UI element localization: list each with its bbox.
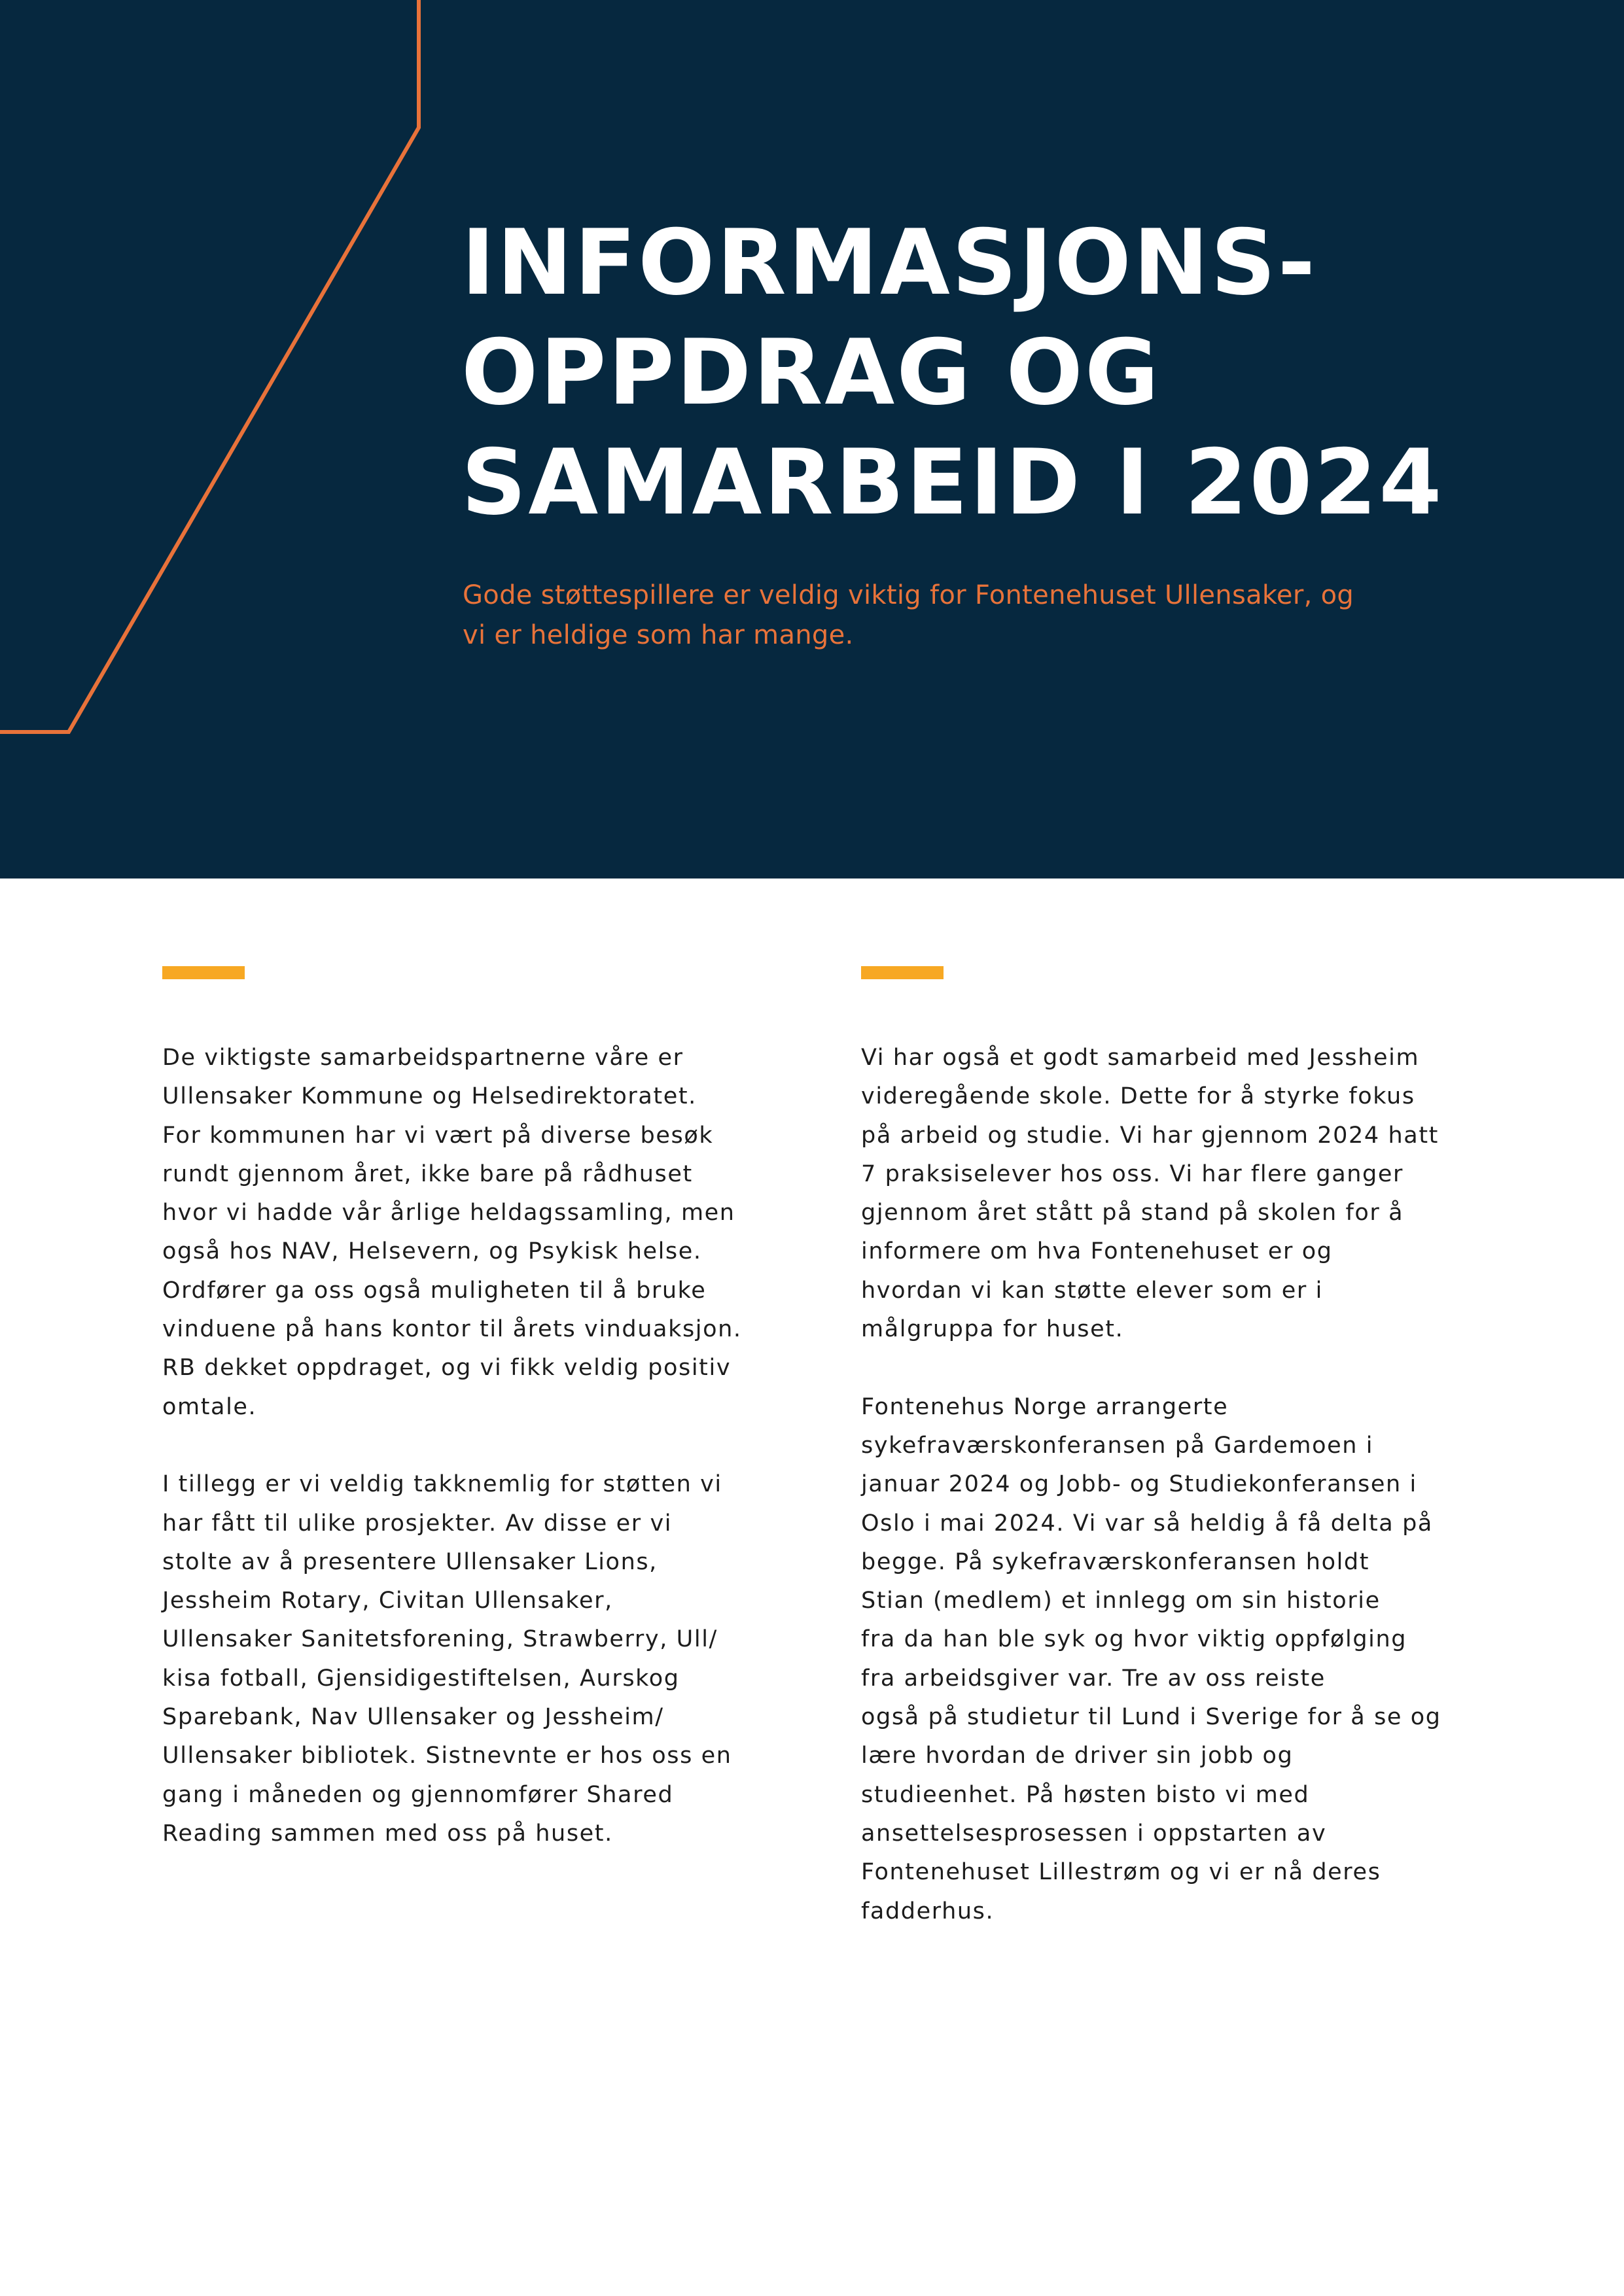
text-line: rundt gjennom året, ikke bare på rådhuset [162,1160,693,1187]
text-line: også på studietur til Lund i Sverige for å se og [861,1704,1441,1731]
text-line: begge. På sykefraværskonferansen holdt [861,1548,1370,1575]
text-line: Ullensaker Kommune og Helsedirektoratet. [162,1083,697,1110]
text-line: For kommunen har vi vært på diverse besøk [162,1122,714,1149]
text-line: I tillegg er vi veldig takknemlig for støtten vi [162,1471,722,1498]
text-line: januar 2024 og Jobb- og Studiekonferansen i [861,1471,1417,1498]
accent-bar-right [861,966,944,979]
title-line: OPPDRAG OG [461,320,1161,425]
text-line: hvor vi hadde vår årlige heldagssamling, men [162,1200,735,1226]
text-line: Sparebank, Nav Ullensaker og Jessheim/ [162,1704,664,1731]
text-line: gang i måneden og gjennomfører Shared [162,1781,674,1808]
subtitle [463,576,1354,655]
text-line: målgruppa for huset. [861,1316,1124,1343]
text-line: vinduene på hans kontor til årets vinduaksjon. [162,1316,742,1343]
text-line: fra da han ble syk og hvor viktig oppfølging [861,1626,1407,1653]
text-line: RB dekket oppdraget, og vi fikk veldig positiv [162,1355,732,1382]
text-line: gjennom året stått på stand på skolen for å [861,1200,1404,1226]
subtitle-line: vi er heldige som har mange. [463,620,854,650]
text-line: hvordan vi kan støtte elever som er i [861,1277,1323,1304]
title-line: INFORMASJONS- [461,210,1318,315]
text-line: Reading sammen med oss på huset. [162,1820,613,1847]
text-line: sykefraværskonferansen på Gardemoen i [861,1432,1374,1459]
text-line [861,1349,1441,1387]
text-line: Oslo i mai 2024. Vi var så heldig å få delta på [861,1510,1433,1537]
right-column-text [861,1039,1441,1931]
text-line [162,1427,742,1465]
text-line: Vi har også et godt samarbeid med Jessheim [861,1045,1420,1071]
text-line: De viktigste samarbeidspartnerne våre er [162,1045,684,1071]
header-banner [0,0,1624,878]
page-title [461,208,1443,538]
title-line: SAMARBEID I 2024 [461,430,1444,535]
text-line: Ordfører ga oss også muligheten til å bruke [162,1277,707,1304]
text-line: studieenhet. På høsten bisto vi med [861,1781,1310,1808]
text-line: Ullensaker Sanitetsforening, Strawberry, Ull/ [162,1626,718,1653]
text-line: videregående skole. Dette for å styrke fokus [861,1083,1415,1110]
text-line: fra arbeidsgiver var. Tre av oss reiste [861,1665,1326,1692]
text-line: Ullensaker bibliotek. Sistnevnte er hos oss en [162,1743,732,1769]
text-line: informere om hva Fontenehuset er og [861,1238,1333,1265]
text-line: Stian (medlem) et innlegg om sin historie [861,1588,1381,1614]
text-line: fadderhus. [861,1898,995,1924]
text-line: lære hvordan de driver sin jobb og [861,1743,1294,1769]
text-line: har fått til ulike prosjekter. Av disse er vi [162,1510,673,1537]
text-line: kisa fotball, Gjensidigestiftelsen, Aurskog [162,1665,680,1692]
left-column-text [162,1039,742,1853]
text-line: Jessheim Rotary, Civitan Ullensaker, [162,1588,613,1614]
text-line: Fontenehus Norge arrangerte [861,1393,1229,1420]
text-line: Fontenehuset Lillestrøm og vi er nå deres [861,1859,1381,1886]
text-line: på arbeid og studie. Vi har gjennom 2024 hatt [861,1122,1439,1149]
text-line: omtale. [162,1393,257,1420]
text-line: stolte av å presentere Ullensaker Lions, [162,1548,658,1575]
text-line: også hos NAV, Helsevern, og Psykisk helse. [162,1238,702,1265]
subtitle-line: Gode støttespillere er veldig viktig for Fontenehuset Ullensaker, og [463,580,1354,610]
text-line: 7 praksiselever hos oss. Vi har flere ganger [861,1160,1403,1187]
accent-bar-left [162,966,245,979]
text-line: ansettelsesprosessen i oppstarten av [861,1820,1327,1847]
